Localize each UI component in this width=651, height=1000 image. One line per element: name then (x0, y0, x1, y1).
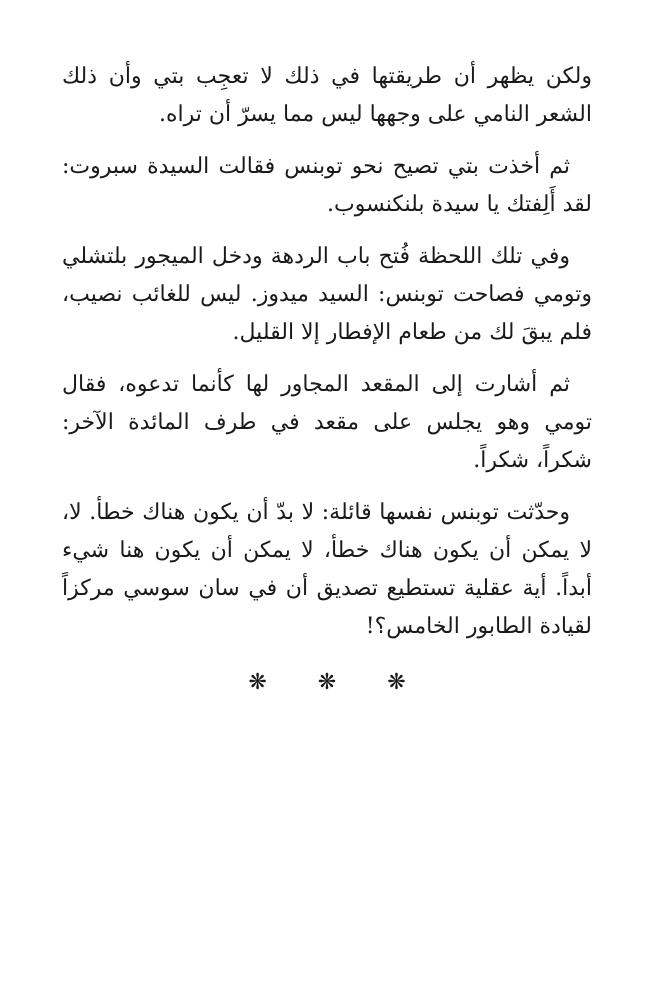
paragraph-5: وحدّثت توبنس نفسها قائلة: لا بدّ أن يكون هناك خطأ. لا، لا يمكن أن يكون هناك خطأ، لا يمكن أن يكون هنا شيء أبداً. أية عقلية تستطيع تصديق أن في سان سوسي مركزاً لقيادة الطابور الخامس؟! (62, 500, 592, 639)
document-page (62, 58, 592, 702)
paragraph-1: ولكن يظهر أن طريقتها في ذلك لا تعجِب بتي وأن ذلك الشعر النامي على وجهها ليس مما يسرّ أن تراه. (62, 64, 592, 127)
section-separator: ❋ ❋ ❋ (248, 670, 428, 695)
paragraph-3: وفي تلك اللحظة فُتح باب الردهة ودخل الميجور بلتشلي وتومي فصاحت توبنس: السيد ميدوز. ليس للغائب نصيب، فلم يبقَ لك من طعام الإفطار إلا القليل. (62, 244, 592, 345)
paragraph-2: ثم أخذت بتي تصيح نحو توبنس فقالت السيدة سبروت: لقد أَلِفتك يا سيدة بلنكنسوب. (62, 154, 592, 217)
paragraph-4: ثم أشارت إلى المقعد المجاور لها كأنما تدعوه، فقال تومي وهو يجلس على مقعد في طرف المائدة الآخر: شكراً، شكراً. (62, 372, 592, 473)
